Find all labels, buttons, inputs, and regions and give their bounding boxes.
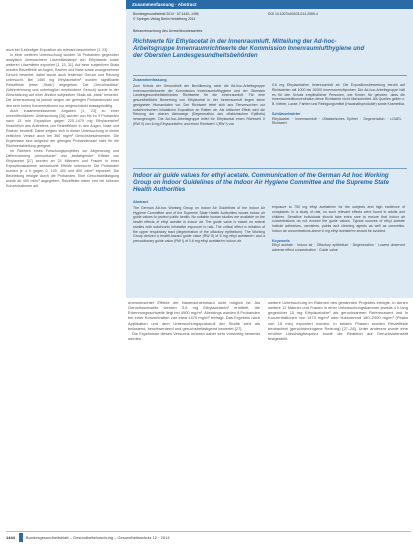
- journal-name: Bundesgesundheitsblatt – Gesundheitsforschung – Gesundheitsschutz 12 · 2014: [25, 535, 170, 540]
- footer-color-bar: [19, 533, 23, 542]
- keywords-text: Ethyl acetate · Indoor air · Olfactory epithelium · Degeneration · Lowest observed adverse effect concentration · Guide value: [272, 243, 405, 252]
- body-column-right: [268, 300, 408, 341]
- left-paragraph: In einer weiteren Untersuchung wurden 16 Probanden gegenüber analytisch überwachtem Lösemitteldampf von Ethylacetat sowie weiteren Lösemitteln exponiert [1, 23, 31]. Auf einer subjektiven Skala wurden Reizeffekte an Augen, Rachen und Nase sowie unangenehmer Geruch bewertet; dabei wurde auch fehlender Geruch und Reizung untersucht. Bei 1460 mg Ethylacetat/m³ wurden signifikante Reizeffekte (etwa „Stark“) angegeben. Die „Geruchsstärke“ (Wahrnehmung und unbehaglich empfundene Geruch) wurde in der Einschätzung auf einer ähnlich subjektiven Skala als „stark“ bewertet. Die Untersuchung ist jedoch wegen der geringen Probandenzahl und den sehr hohen Konzentrationen nur eingeschränkt aussagekräftig.: [6, 53, 120, 108]
- english-abstract-col1: [133, 200, 265, 244]
- abstract-text: exposure to 750 mg ethyl acetate/m³ for the subjects and high incidence of complaints. In a study of rats, no such relevant effects were found in adults and children. Sensitive individuals should take extra care to ensure that indoor air concentrations do not exceed the guide values. Typical sources of ethyl acetate include adhesives, varnishes, paints and cleaning agents as well as cosmetics. Indoor air concentrations above 6 mg ethyl acetate/m³ should be avoided.: [272, 205, 405, 233]
- german-title: Richtwerte für Ethylacetat in der Innenraumluft. Mitteilung der Ad-hoc-Arbeitsgruppe Innenraumrichtwerte der Kommission Innenraumlufthygiene und der Obersten Landesgesundheitsbehörden: [133, 38, 365, 60]
- divider: [133, 75, 407, 76]
- body-paragraph: Die Ergebnisse dieses Versuchs müssen daher sehr vorsichtig bewertet werden.: [128, 330, 260, 342]
- citation-meta: [133, 12, 263, 21]
- page-footer: [6, 531, 411, 544]
- announcement-label: Bekanntmachung des Umweltbundesamtes: [133, 29, 203, 33]
- left-paragraph: auch bei 5-stündiger Exposition als relevant beschrieben [1, 23].: [6, 48, 109, 52]
- left-column-text: [6, 48, 119, 189]
- german-summary-col2: [272, 83, 405, 126]
- abstract-heading: Abstract: [133, 200, 148, 204]
- german-summary-col1: [133, 78, 265, 127]
- body-paragraph: unerwünschter Effekte der Nasenschleimhaut nicht möglich ist. Als Geruchsschwelle werden 3,6 mg Ethylacetat/m³ ermittelt, die Erkennungsschwelle liegt bei 4500 mg/m³. Allerdings wurden 8 Probanden bei einer Konzentration von etwa 1470 mg/m³ befragt. Das Ergebnis nach Applikation und dem Untersuchungsprotokoll der Studie wird als belastend, beschwerdend und geruchsbelästigend bewertet [27].: [128, 300, 260, 331]
- left-paragraph: Im Rahmen eines Forschungsprojektes zur Abgrenzung und Differenzierung „sensorischer“ und „belästigender“ Effekte von Ethylacetat [27] wurden an 24 Männern und Frauen in einer Expositionskammer sensorische Effekte untersucht. Die Probanden wurden je 4 h gegen 0, 100, 400 und 800 ml/m³ exponiert. Die Beurteilung erfolgte durch die Probanden. Eine Geruchsbelästigung wurde ab 400 ml/m³ angegeben, Reizeffekte traten erst bei höheren Konzentrationen auf.: [6, 148, 119, 189]
- divider: [133, 168, 407, 169]
- left-paragraph: Auch zusammenfassende Angaben [1, 23] zu einer unveröffentlichten Untersuchung [26] wurden von bis zu 9 Probanden nach 15 min Exposition gegen 220–1470 mg Ethylacetat/m³ hinsichtlich des Auftretens von Reizeffekten in den Augen, Nase und Rachen beurteilt. Dabei zeigten sich in dieser Untersuchung in einem zeitlichen Verlauf auch bei 360 mg/m³ Geruchsbeschwerden. Die Ergebnisse sind aufgrund der geringen Probandenzahl nicht für die Richtwertableitung geeignet.: [6, 108, 119, 148]
- keywords-heading: Keywords: [272, 238, 290, 243]
- doi-line: DOI 10.1007/s00103-014-2069-4: [268, 12, 318, 16]
- keywords-heading: Schlüsselwörter: [272, 111, 301, 116]
- keywords-text: Ethylacetat · Innenraumluft · Olfaktorisches Epithel · Degeneration · LOAEL · Richtwert: [272, 116, 405, 126]
- doi-meta: [268, 12, 408, 17]
- abstract-text: The German Ad-hoc Working Group on Indoor Air Guidelines of the Indoor Air Hygiene Committee and of the Supreme State Health Authorities issues indoor air guide values to protect public health. No suitable human studies are available on the health effects of ethyl acetate in indoor air. The guide value is based on animal studies with subchronic inhalative exposure in rats. The critical effect is irritation of the upper respiratory tract (degeneration of the olfactory epithelium). The Working Group derived a health-hazard guide value (RW II) of 6 mg ethyl acetate/m³ and a precautionary guide value (RW I) of 0.6 mg ethyl acetate/m³ indoor air.: [133, 205, 265, 243]
- citation-line: Bundesgesundheitsbl 2014 · 57:1440–1456: [133, 12, 199, 16]
- body-column-middle: [128, 300, 260, 341]
- english-title: Indoor air guide values for ethyl acetate. Communication of the German Ad hoc Working Group on Indoor Guidelines of the Indoor Air Hygiene Committee and the Supreme State Health Authorities: [133, 172, 390, 194]
- body-paragraph: weitere Untersuchung im Rahmen des genannten Projektes erfolgte, in denen weitere 12 Männer und Frauen in einer Untersuchungskammer jeweils 4 h lang gegenüber 10 mg Ethylacetat/m³ als geruchsarmen Referenzwert und in Konzentrationen von 1470 mg/m³ oder fluktuierend 180–2900 mg/m³ (Peaks von 15 min) exponiert wurden. In beiden Phasen wurden Reizeffekte beobachtet (geruchsbezogene Reizung) [27–28]. Unter anderem wurde eine erhöhte Lidschlagfrequenz sowie die Reaktion auf Geruchsintensität festgestellt.: [268, 300, 408, 342]
- page-number: 1444: [6, 535, 15, 540]
- summary-heading: Zusammenfassung: [133, 78, 167, 82]
- summary-text: Zum Schutz der Gesundheit der Bevölkerung setzt die Ad-hoc-Arbeitsgruppe Innenraumrichtwerte der Kommission Innenraumlufthygiene und der Obersten Landesgesundheitsbehörden Richtwerte für die Innenraumluft. Für eine gesundheitliche Bewertung von Ethylacetat in der Innenraumluft liegen keine geeigneten Humandaten vor. Der Richtwert leitet sich aus Tierversuchen zur subchronischen inhalativen Exposition an Ratten ab. Als kritischer Effekt wird die Reizung der oberen Atemwege (Degeneration des olfaktorischen Epithels) herangezogen. Die Ad-hoc-Arbeitsgruppe leitet für Ethylacetat einen Richtwert II (RW II) von 6 mg Ethylacetat/m³ und einen Richtwert I (RW I) von: [133, 83, 265, 126]
- summary-text: 0,6 mg Ethylacetat/m³ Innenraumluft ab. Die Expositionsbewertung beruht auf Richtwerten mit 1000 bis 10000 Innenraumluftproben. Die Ad-hoc-Arbeitsgruppe hält es für den Schutz empfindlicher Personen, wie Kinder, für geboten, dass die Innenraumluftkonzentration diese Richtwerte nicht überschreitet. Als Quellen gelten z. B. Kleber, Lacke, Farben und Reinigungsmittel (Haushaltsprodukte) sowie Kosmetika.: [272, 83, 405, 106]
- summary-header: Zusammenfassung · Abstract: [126, 0, 413, 9]
- english-abstract-col2: [272, 205, 405, 253]
- copyright-line: © Springer-Verlag Berlin Heidelberg 2014: [133, 16, 196, 21]
